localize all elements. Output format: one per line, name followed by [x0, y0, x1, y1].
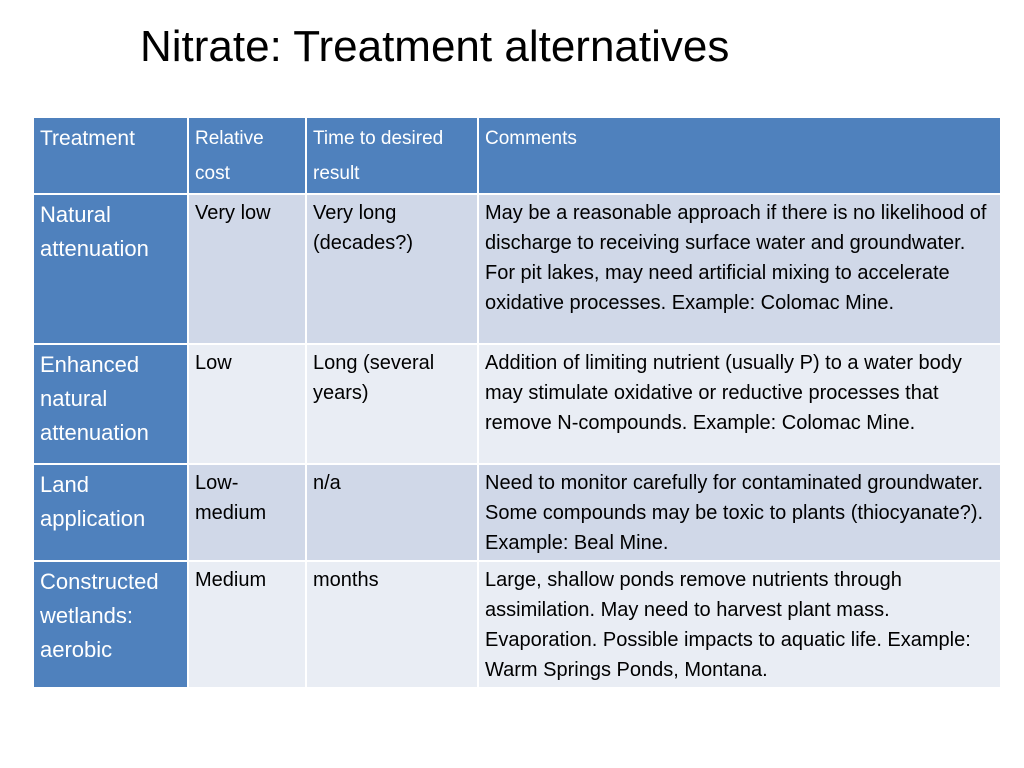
row-cost: Low — [189, 345, 307, 465]
table-row — [34, 562, 1000, 689]
header-treatment: Treatment — [34, 118, 189, 195]
row-time: n/a — [307, 465, 479, 562]
table-row — [34, 345, 1000, 465]
row-comments: Need to monitor carefully for contaminated groundwater. Some compounds may be toxic to plants (thiocyanate?). Example: Beal Mine. — [479, 465, 1000, 562]
table-header-row — [34, 118, 1000, 195]
header-time-to-result: Time to desired result — [307, 118, 479, 195]
slide-title: Nitrate: Treatment alternatives — [140, 22, 730, 71]
row-treatment: Land application — [34, 465, 189, 562]
row-treatment: Natural attenuation — [34, 195, 189, 345]
table-row — [34, 195, 1000, 345]
table-row — [34, 465, 1000, 562]
row-treatment: Constructed wetlands: aerobic — [34, 562, 189, 689]
row-cost: Medium — [189, 562, 307, 689]
row-treatment: Enhanced natural attenuation — [34, 345, 189, 465]
row-cost: Low-medium — [189, 465, 307, 562]
row-cost: Very low — [189, 195, 307, 345]
row-comments: May be a reasonable approach if there is no likelihood of discharge to receiving surface water and groundwater. For pit lakes, may need artificial mixing to accelerate oxidative processes. Example: Colomac Mine. — [479, 195, 1000, 345]
header-comments: Comments — [479, 118, 1000, 195]
row-time: Very long (decades?) — [307, 195, 479, 345]
row-time: Long (several years) — [307, 345, 479, 465]
row-time: months — [307, 562, 479, 689]
row-comments: Addition of limiting nutrient (usually P) to a water body may stimulate oxidative or reductive processes that remove N-compounds. Example: Colomac Mine. — [479, 345, 1000, 465]
row-comments: Large, shallow ponds remove nutrients through assimilation. May need to harvest plant mass. Evaporation. Possible impacts to aquatic life. Example: Warm Springs Ponds, Montana. — [479, 562, 1000, 689]
header-relative-cost: Relative cost — [189, 118, 307, 195]
treatment-table — [34, 118, 1000, 689]
